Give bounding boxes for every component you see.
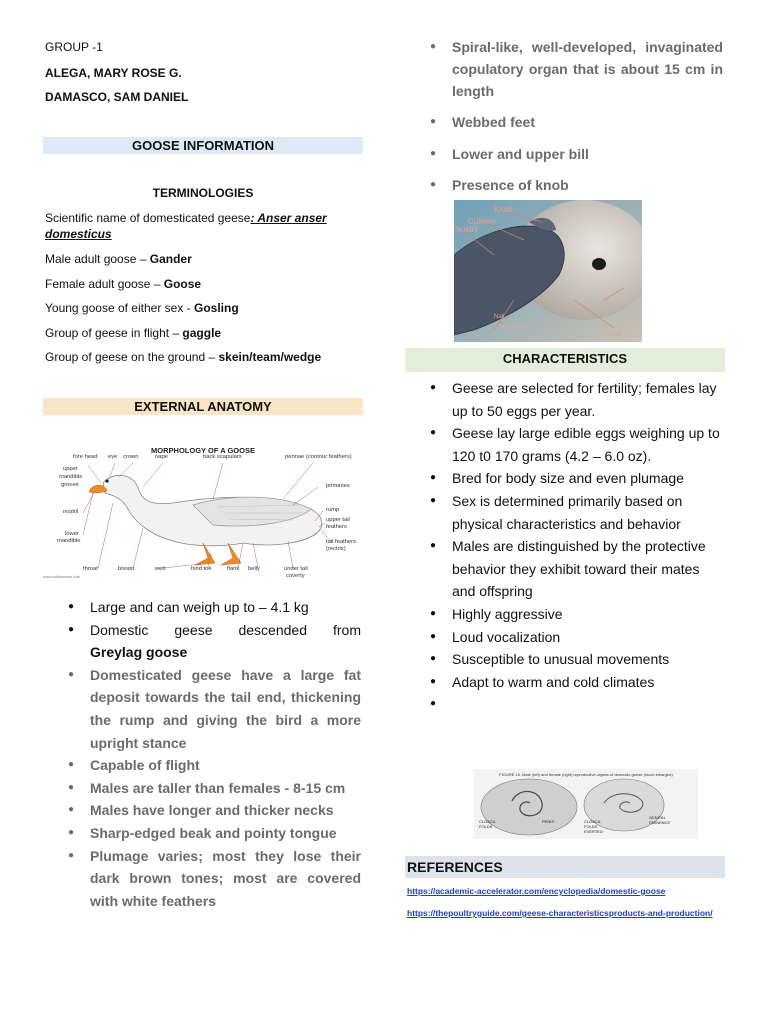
list-item: [430, 422, 725, 467]
member-name-2: DAMASCO, SAM DANIEL: [45, 90, 189, 104]
bullet-text: Lower and upper bill: [452, 145, 589, 162]
bullet-text-bold: Greylag goose: [90, 644, 188, 661]
svg-text:nostril: nostril: [63, 509, 79, 515]
svg-text:rump: rump: [326, 507, 340, 513]
term-value-cont: domesticus: [45, 227, 112, 241]
term-value: skein/team/wedge: [218, 350, 322, 364]
list-item: [430, 467, 725, 490]
list-item: [430, 377, 725, 422]
bullet-text: Sharp-edged beak and pointy tongue: [90, 824, 337, 841]
svg-text:web: web: [155, 566, 166, 572]
list-item: [430, 693, 725, 715]
svg-text:www.cafimoraud.info: www.cafimoraud.info: [43, 574, 80, 579]
svg-text:FIGURE 15. Male (left) and fem: FIGURE 15. Male (left) and female (right) reproductive organs of domestic geese (much enlarged): [499, 772, 673, 777]
term-flight: [45, 325, 221, 341]
bullet-text: Adapt to warm and cold climates: [452, 673, 655, 690]
svg-text:lower: lower: [65, 531, 79, 537]
term-scientific-name: [45, 210, 365, 242]
terminologies-heading: TERMINOLOGIES: [152, 186, 254, 200]
group-label: GROUP -1: [45, 40, 103, 54]
list-item: [430, 490, 725, 535]
references-heading: REFERENCES: [405, 856, 725, 878]
bullet-text: Spiral-like, well-developed, invaginated copulatory organ that is about 15 cm in length: [452, 39, 723, 99]
bullet-text: Highly aggressive: [452, 605, 563, 622]
goose-information-heading: GOOSE INFORMATION: [43, 137, 363, 154]
term-label: Scientific name of domesticated geese: [45, 211, 251, 225]
term-label: Group of geese in flight –: [45, 326, 183, 340]
svg-text:under tail: under tail: [284, 566, 308, 572]
characteristics-bullet-list: [430, 377, 725, 715]
bullet-text: Sex is determined primarily based on physical characteristics and behavior: [452, 492, 683, 532]
right-top-bullet-list: [430, 36, 723, 197]
svg-text:CLOACA: CLOACA: [479, 819, 496, 824]
bullet-text: Males have longer and thicker necks: [90, 802, 334, 819]
svg-text:Cheek: Cheek: [604, 332, 622, 338]
svg-text:Knob: Knob: [494, 205, 513, 214]
list-item: [68, 664, 361, 754]
list-item: [68, 845, 361, 913]
svg-text:groove: groove: [61, 482, 79, 488]
bullet-text: Webbed feet: [452, 114, 535, 130]
bullet-text: Large and can weigh up to – 4.1 kg: [90, 599, 309, 615]
bullet-text: Capable of flight: [90, 757, 200, 774]
svg-text:pennae (contour feathers): pennae (contour feathers): [285, 454, 352, 460]
bullet-text: Geese are selected for fertility; females lay up to 50 eggs per year.: [452, 380, 717, 419]
list-item: [430, 671, 725, 694]
svg-text:Nostril: Nostril: [455, 225, 478, 234]
list-item: [68, 619, 361, 664]
list-item: [430, 535, 725, 603]
list-item: [430, 626, 725, 649]
svg-text:coverty: coverty: [286, 573, 305, 579]
svg-text:MORPHOLOGY OF A GOOSE: MORPHOLOGY OF A GOOSE: [151, 446, 255, 455]
svg-text:FOLDS: FOLDS: [584, 824, 598, 829]
goose-head-illustration: [454, 200, 642, 342]
svg-text:Lamellae: Lamellae: [499, 324, 524, 330]
svg-text:hind toe: hind toe: [191, 566, 212, 572]
list-item: [430, 36, 723, 102]
bullet-text: Males are taller than females - 8-15 cm: [90, 779, 346, 796]
svg-text:PENIS: PENIS: [542, 819, 555, 824]
bullet-text: Bred for body size and even plumage: [452, 470, 684, 487]
bullet-text: Presence of knob: [452, 177, 569, 194]
svg-text:breast: breast: [118, 566, 135, 572]
term-value: Gosling: [194, 301, 239, 315]
list-item: [430, 648, 725, 671]
term-label: Male adult goose –: [45, 252, 150, 266]
svg-text:CLOACA: CLOACA: [584, 819, 601, 824]
list-item: [68, 822, 361, 845]
list-item: [430, 111, 723, 134]
characteristics-heading: CHARACTERISTICS: [405, 348, 725, 372]
list-item: [68, 754, 361, 777]
term-value: : Anser anser: [250, 211, 327, 225]
svg-text:crown: crown: [123, 454, 139, 460]
svg-text:EMINENCE: EMINENCE: [649, 820, 671, 825]
bullet-text: Geese lay large edible eggs weighing up to 120 t0 170 grams (4.2 – 6.0 oz).: [452, 425, 720, 464]
svg-text:throat: throat: [83, 566, 98, 572]
external-anatomy-heading: EXTERNAL ANATOMY: [43, 398, 363, 415]
svg-text:Culmen: Culmen: [468, 217, 496, 226]
reference-link-2[interactable]: https://thepoultryguide.com/geese-characteristicsproducts-and-production/: [407, 908, 713, 918]
anatomy-bullet-list: [68, 596, 361, 912]
svg-text:flank: flank: [227, 566, 240, 572]
term-value: Gander: [149, 252, 192, 266]
svg-text:back scapulars: back scapulars: [203, 454, 242, 460]
svg-text:GENITAL: GENITAL: [649, 815, 666, 820]
svg-text:EVERTED: EVERTED: [584, 829, 603, 834]
svg-text:FOLDS: FOLDS: [479, 824, 493, 829]
svg-text:(rectrix): (rectrix): [326, 546, 346, 552]
term-label: Group of geese on the ground –: [45, 350, 219, 364]
bullet-text: ● Domestic geese descended from: [90, 621, 361, 638]
reproductive-organs-illustration: [474, 769, 698, 839]
bullet-text: Loud vocalization: [452, 628, 561, 645]
term-young: [45, 300, 239, 316]
list-item: [430, 143, 723, 166]
goose-morphology-figure: [43, 443, 363, 580]
reference-link-1[interactable]: https://academic-accelerator.com/encyclopedia/domestic-goose: [407, 886, 666, 896]
term-label: Young goose of either sex -: [45, 301, 194, 315]
bullet-text: Males are distinguished by the protective behavior they exhibit toward their mates and offspring: [452, 538, 706, 600]
svg-text:primaries: primaries: [326, 483, 350, 489]
svg-text:fore head: fore head: [73, 454, 98, 460]
svg-text:upper tail: upper tail: [326, 517, 350, 523]
svg-text:Nail: Nail: [494, 314, 505, 320]
term-male: [45, 251, 192, 267]
svg-text:tail feathers: tail feathers: [326, 539, 356, 545]
svg-text:upper: upper: [63, 466, 78, 472]
bullet-text: Susceptible to unusual movements: [452, 651, 670, 668]
svg-text:feathers: feathers: [326, 524, 347, 530]
member-name-1: ALEGA, MARY ROSE G.: [45, 66, 182, 80]
bullet-text: Domesticated geese have a large fat deposit towards the tail end, thickening the rump and giving the bird a more upright stance: [90, 666, 361, 751]
svg-text:belly: belly: [248, 566, 260, 572]
goose-head-photo: [454, 200, 642, 342]
list-item: [68, 799, 361, 822]
bullet-text: Plumage varies; most they lose their dark brown tones; most are covered with white feathers: [90, 847, 361, 909]
term-female: [45, 276, 201, 292]
goose-illustration: [43, 443, 363, 580]
term-label: Female adult goose –: [45, 277, 164, 291]
term-value: gaggle: [182, 326, 222, 340]
term-value: Goose: [163, 277, 202, 291]
svg-text:mandible: mandible: [59, 474, 83, 480]
list-item: [430, 174, 723, 197]
list-item: [68, 777, 361, 800]
list-item: [430, 603, 725, 626]
svg-text:mandible: mandible: [57, 538, 81, 544]
list-item: [68, 596, 361, 619]
term-ground: [45, 349, 321, 365]
svg-text:nape: nape: [155, 454, 168, 460]
svg-text:eye: eye: [108, 454, 118, 460]
reproductive-organs-figure: [474, 769, 698, 839]
